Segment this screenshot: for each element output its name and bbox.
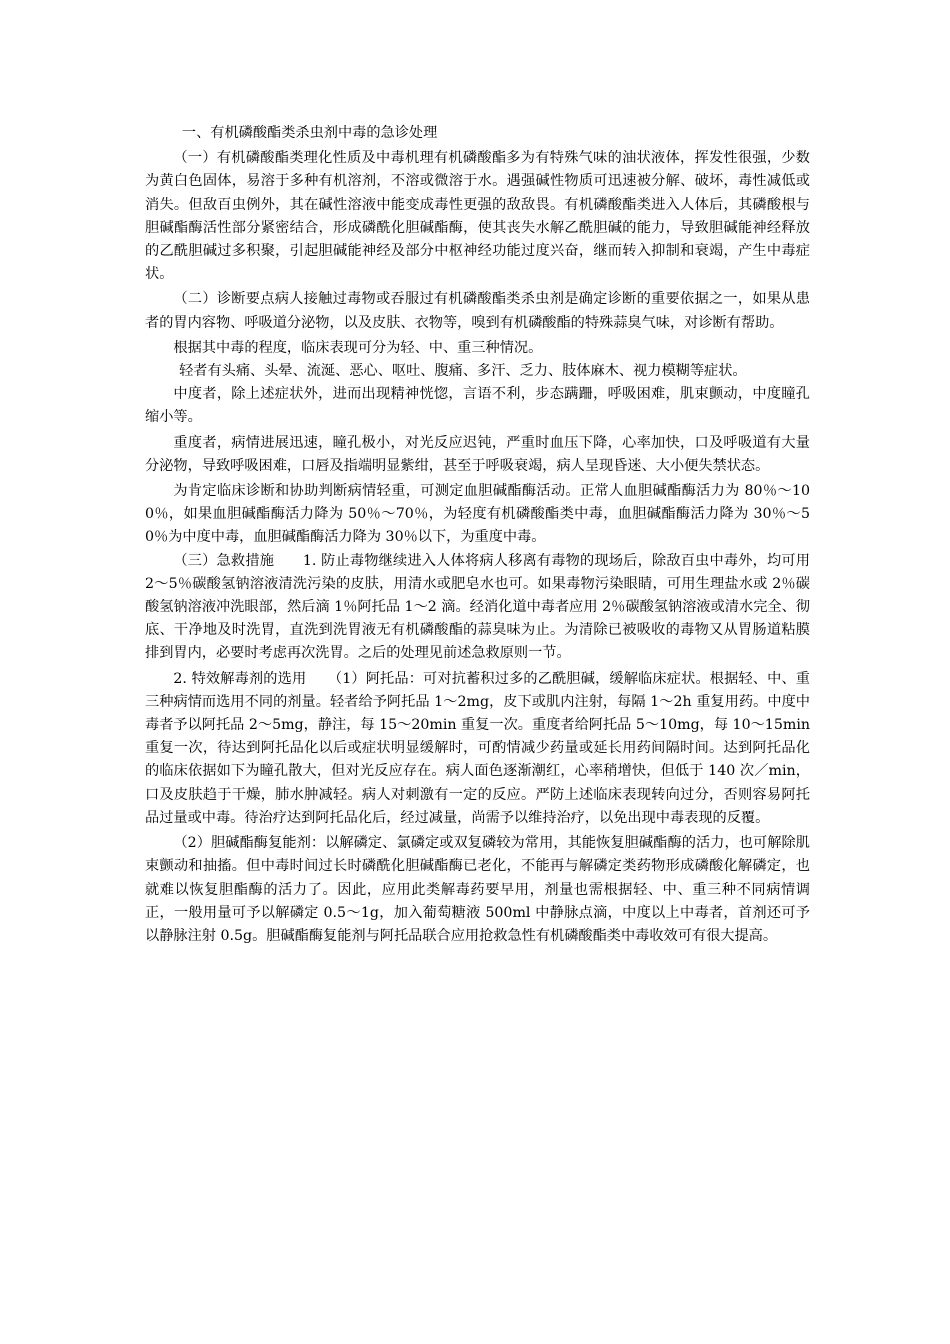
- section-title: 一、有机磷酸酯类杀虫剂中毒的急诊处理: [181, 125, 438, 141]
- paragraph-severe: 重度者，病情进展迅速，瞳孔极小，对光反应迟钝，严重时血压下降，心率加快，口及呼吸道有大量分泌物，导致呼吸困难，口唇及指端明显紫绀，甚至于呼吸衰竭，病人呈现昏迷、大小便失禁状态。: [145, 434, 810, 474]
- paragraph-moderate: 中度者，除上述症状外，进而出现精神恍惚，言语不利，步态蹒跚，呼吸困难，肌束颤动，中度瞳孔缩小等。: [145, 386, 810, 426]
- paragraph-severity-intro: 根据其中毒的程度，临床表现可分为轻、中、重三种情况。: [173, 339, 543, 356]
- paragraph-mild: 轻者有头痛、头晕、流涎、恶心、呕吐、腹痛、多汗、乏力、肢体麻木、视力模糊等症状。: [179, 363, 747, 380]
- paragraph-cholinesterase-test: 为肯定临床诊断和协助判断病情轻重，可测定血胆碱酯酶活动。正常人血胆碱酯酶活力为 80％～100％，如果血胆碱酯酶活力降为 50％～70％，为轻度有机磷酸酯类中毒，血胆碱酯酶活力降为 30％～50％为中度中毒，血胆碱酯酶活力降为 30％以下，为重度中毒。: [145, 483, 810, 546]
- paragraph-atropine: 2. 特效解毒剂的选用 （1）阿托品：可对抗蓄积过多的乙酰胆碱，缓解临床症状。根据轻、中、重三种病情而选用不同的剂量。轻者给予阿托品 1～2mg，皮下或肌内注射，每隔 1～2h 重复用药。中度中毒者予以阿托品 2～5mg，静注，每 15～20min 重复一次。重度者给阿托品 5～10mg，每 10～15min 重复一次，待达到阿托品化以后或症状明显缓解时，可酌情减少药量或延长用药间隔时间。达到阿托品化的临床依据如下为瞳孔散大，但对光反应存在。病人面色逐渐潮红，心率稍增快，但低于 140 次／min，口及皮肤趋于干燥，肺水肿减轻。病人对刺激有一定的反应。严防上述临床表现转向过分，否则容易阿托品过量或中毒。待治疗达到阿托品化后，经过减量，尚需予以维持治疗，以免出现中毒表现的反覆。: [145, 670, 810, 826]
- paragraph-properties-mechanism: （一）有机磷酸酯类理化性质及中毒机理有机磷酸酯多为有特殊气味的油状液体，挥发性很强，少数为黄白色固体，易溶于多种有机溶剂，不溶或微溶于水。遇强碱性物质可迅速被分解、破坏，毒性减低或消失。但敌百虫例外，其在碱性溶液中能变成毒性更强的敌敌畏。有机磷酸酯类进入人体后，其磷酸根与胆碱酯酶活性部分紧密结合，形成磷酰化胆碱酯酶，使其丧失水解乙酰胆碱的能力，导致胆碱能神经释放的乙酰胆碱过多积聚，引起胆碱能神经及部分中枢神经功能过度兴奋，继而转入抑制和衰竭，产生中毒症状。: [145, 150, 810, 283]
- paragraph-first-aid: （三）急救措施 1. 防止毒物继续进入人体将病人移离有毒物的现场后，除敌百虫中毒外，均可用 2～5％碳酸氢钠溶液清洗污染的皮肤，用清水或肥皂水也可。如果毒物污染眼睛，可用生理盐水或 2％碳酸氢钠溶液冲洗眼部，然后滴 1％阿托品 1～2 滴。经消化道中毒者应用 2％碳酸氢钠溶液或清水完全、彻底、干净地及时洗胃，直洗到洗胃液无有机磷酸酯的蒜臭味为止。为清除已被吸收的毒物又从胃肠道粘膜排到胃内，必要时考虑再次洗胃。之后的处理见前述急救原则一节。: [145, 552, 810, 662]
- document-page: [145, 122, 810, 948]
- paragraph-reactivator: （2）胆碱酯酶复能剂：以解磷定、氯磷定或双复磷较为常用，其能恢复胆碱酯酶的活力，也可解除肌束颤动和抽搐。但中毒时间过长时磷酰化胆碱酯酶已老化，不能再与解磷定类药物形成磷酸化解磷定，也就难以恢复胆酯酶的活力了。因此，应用此类解毒药要早用，剂量也需根据轻、中、重三种不同病情调正，一般用量可予以解磷定 0.5～1g，加入葡萄糖液 500ml 中静脉点滴，中度以上中毒者，首剂还可予以静脉注射 0.5g。胆碱酯酶复能剂与阿托品联合应用抢救急性有机磷酸酯类中毒收效可有很大提高。: [145, 835, 810, 944]
- paragraph-diagnosis: （二）诊断要点病人接触过毒物或吞服过有机磷酸酯类杀虫剂是确定诊断的重要依据之一，如果从患者的胃内容物、呼吸道分泌物，以及皮肤、衣物等，嗅到有机磷酸酯的特殊蒜臭气味，对诊断有帮助。: [145, 291, 810, 331]
